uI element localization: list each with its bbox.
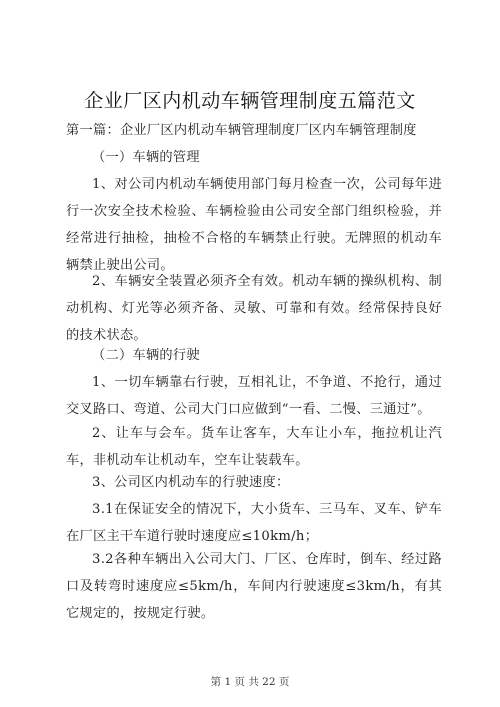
paragraph-text: 1、一切车辆靠右行驶，互相礼让，不争道、不抢行，通过交叉路口、弯道、公司大门口应做到“一看、二慢、三通过”。 <box>66 375 442 417</box>
paragraph-text: 3.2各种车辆出入公司大门、厂区、仓库时，倒车、经过路口及转弯时速度应≤5km/h，车间内行驶速度≤3km/h，有其它规定的，按规定行驶。 <box>66 552 442 621</box>
paragraph-text: 1、对公司内机动车辆使用部门每月检查一次，公司每年进行一次安全技术检验、车辆检验由公司安全部门组织检验，并经常进行抽检，抽检不合格的车辆禁止行驶。无牌照的机动车辆禁止驶出公司。 <box>66 177 442 273</box>
body-paragraph <box>66 546 442 627</box>
body-paragraph <box>66 469 442 496</box>
subsection-heading <box>66 342 442 369</box>
body-paragraph <box>66 420 442 474</box>
body-paragraph <box>66 171 442 279</box>
body-paragraph <box>66 369 442 423</box>
paragraph-text: （二）车辆的行驶 <box>92 348 200 363</box>
page-footer: 第 1 页 共 22 页 <box>210 676 290 688</box>
section-heading <box>66 117 442 144</box>
body-paragraph <box>66 496 442 550</box>
subsection-heading <box>66 144 442 171</box>
paragraph-text: 3、公司区内机动车的行驶速度： <box>92 475 290 490</box>
paragraph-text: 第一篇：企业厂区内机动车辆管理制度厂区内车辆管理制度 <box>66 123 417 138</box>
paragraph-text: 2、车辆安全装置必须齐全有效。机动车辆的操纵机构、制动机构、灯光等必须齐备、灵敏、可靠和有效。经常保持良好的技术状态。 <box>66 274 442 343</box>
paragraph-text: （一）车辆的管理 <box>92 150 200 165</box>
paragraph-text: 2、让车与会车。货车让客车，大车让小车，拖拉机让汽车，非机动车让机动车，空车让装载车。 <box>66 426 442 468</box>
paragraph-text: 3.1在保证安全的情况下，大小货车、三马车、叉车、铲车在厂区主干车道行驶时速度应≤10km/h； <box>66 502 442 544</box>
document-title: 企业厂区内机动车辆管理制度五篇范文 <box>84 90 416 112</box>
body-paragraph <box>66 268 442 349</box>
